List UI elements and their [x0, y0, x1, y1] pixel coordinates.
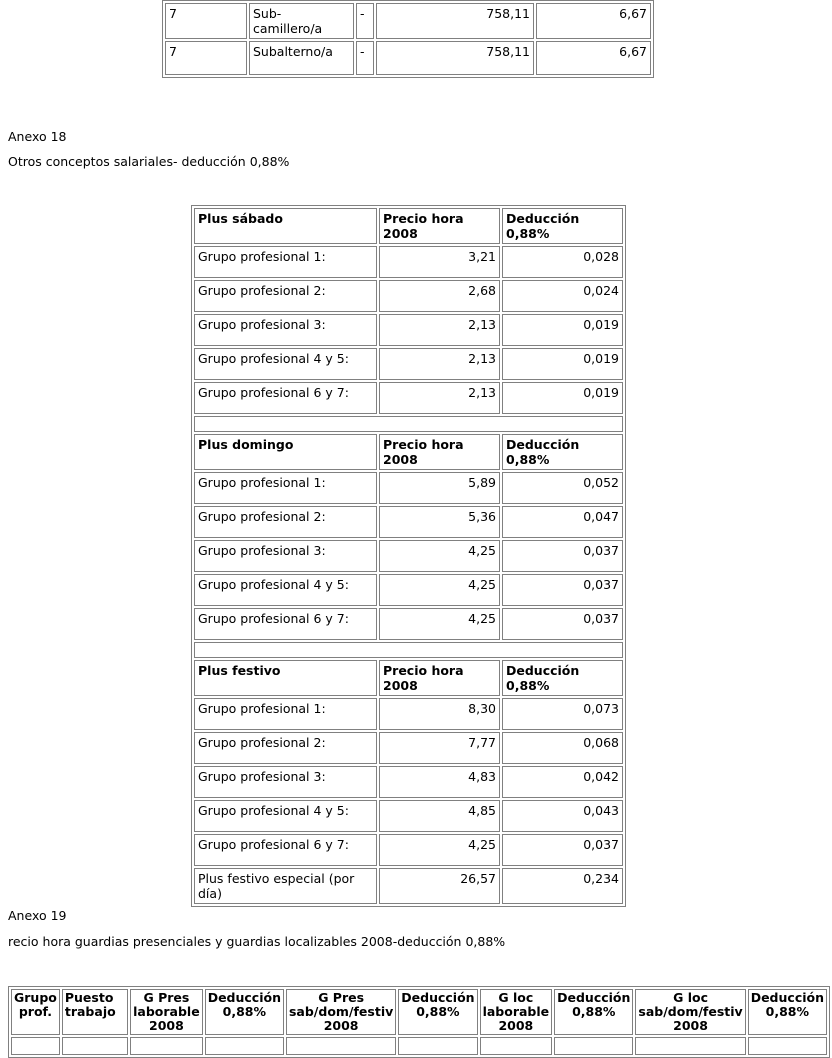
table-cell: [398, 1037, 477, 1055]
table-cell: [635, 1037, 745, 1055]
grupo-label: Grupo profesional 3:: [194, 314, 377, 346]
precio-cell: 2,13: [379, 382, 500, 414]
precio-cell: 2,13: [379, 314, 500, 346]
table-row: [194, 800, 623, 832]
table-row: [194, 314, 623, 346]
col-header-gpres-festivo: G Pres sab/dom/festiv 2008: [286, 989, 396, 1035]
deduccion-cell: 0,073: [502, 698, 623, 730]
anexo19-title: Anexo 19: [8, 908, 67, 923]
col-header-gpres-laborable: G Pres laborable 2008: [130, 989, 203, 1035]
spacer-row: [194, 642, 623, 658]
precio-cell: 4,25: [379, 574, 500, 606]
grupo-label: Grupo profesional 6 y 7:: [194, 382, 377, 414]
table-cell: [286, 1037, 396, 1055]
precio-cell: 26,57: [379, 868, 500, 904]
plus-table: [191, 205, 626, 907]
table-cell: [480, 1037, 553, 1055]
salary-table-continuation: [162, 0, 654, 78]
col-deduccion-header: Deducción 0,88%: [502, 660, 623, 696]
table-row: [194, 608, 623, 640]
grupo-cell: 7: [165, 3, 247, 39]
table-cell: [205, 1037, 284, 1055]
table-cell: [62, 1037, 128, 1055]
table-row: [194, 834, 623, 866]
table-row: [194, 766, 623, 798]
section-header-row: [194, 208, 623, 244]
dash-cell: -: [356, 3, 374, 39]
deduccion-cell: 0,047: [502, 506, 623, 538]
puesto-cell: Sub-camillero/a: [249, 3, 354, 39]
precio-cell: 8,30: [379, 698, 500, 730]
grupo-label: Plus festivo especial (por día): [194, 868, 377, 904]
grupo-label: Grupo profesional 2:: [194, 732, 377, 764]
precio-cell: 4,25: [379, 834, 500, 866]
col-header-deduccion: Deducción 0,88%: [748, 989, 827, 1035]
grupo-label: Grupo profesional 4 y 5:: [194, 800, 377, 832]
deduccion-cell: 0,019: [502, 382, 623, 414]
guardias-table: [8, 986, 830, 1058]
anexo19-subtitle: recio hora guardias presenciales y guardias localizables 2008-deducción 0,88%: [8, 934, 506, 949]
deduccion-cell: 0,037: [502, 574, 623, 606]
precio-cell: 3,21: [379, 246, 500, 278]
col-header-gloc-laborable: G loc laborable 2008: [480, 989, 553, 1035]
table-row: [11, 1037, 827, 1055]
table-row: [194, 472, 623, 504]
col-header-gloc-festivo: G loc sab/dom/festiv 2008: [635, 989, 745, 1035]
table-row: [194, 348, 623, 380]
table-cell: [554, 1037, 633, 1055]
table-row: [194, 698, 623, 730]
col-deduccion-header: Deducción 0,88%: [502, 208, 623, 244]
precio-cell: 5,89: [379, 472, 500, 504]
section-title: Plus domingo: [194, 434, 377, 470]
section-title: Plus festivo: [194, 660, 377, 696]
dash-cell: -: [356, 41, 374, 75]
col-header-grupo: Grupo prof.: [11, 989, 60, 1035]
col-deduccion-header: Deducción 0,88%: [502, 434, 623, 470]
precio-cell: 5,36: [379, 506, 500, 538]
table-row: [194, 506, 623, 538]
table-cell: [130, 1037, 203, 1055]
deduccion-cell: 6,67: [536, 3, 651, 39]
spacer-row: [194, 416, 623, 432]
grupo-label: Grupo profesional 1:: [194, 246, 377, 278]
deduccion-cell: 6,67: [536, 41, 651, 75]
spacer-cell: [194, 416, 623, 432]
deduccion-cell: 0,068: [502, 732, 623, 764]
precio-cell: 2,13: [379, 348, 500, 380]
grupo-label: Grupo profesional 1:: [194, 472, 377, 504]
deduccion-cell: 0,037: [502, 540, 623, 572]
col-header-deduccion: Deducción 0,88%: [398, 989, 477, 1035]
spacer-cell: [194, 642, 623, 658]
table-row: [194, 382, 623, 414]
deduccion-cell: 0,019: [502, 348, 623, 380]
precio-cell: 4,83: [379, 766, 500, 798]
deduccion-cell: 0,028: [502, 246, 623, 278]
col-header-puesto: Puesto trabajo: [62, 989, 128, 1035]
importe-cell: 758,11: [376, 41, 534, 75]
deduccion-cell: 0,019: [502, 314, 623, 346]
grupo-label: Grupo profesional 4 y 5:: [194, 574, 377, 606]
col-precio-header: Precio hora 2008: [379, 434, 500, 470]
table-row: [194, 574, 623, 606]
precio-cell: 7,77: [379, 732, 500, 764]
precio-cell: 4,25: [379, 540, 500, 572]
table-row: [165, 3, 651, 39]
table-row: [194, 280, 623, 312]
col-precio-header: Precio hora 2008: [379, 660, 500, 696]
deduccion-cell: 0,024: [502, 280, 623, 312]
grupo-cell: 7: [165, 41, 247, 75]
deduccion-cell: 0,234: [502, 868, 623, 904]
table-row: [165, 41, 651, 75]
table-row: [194, 868, 623, 904]
table-cell: [748, 1037, 827, 1055]
grupo-label: Grupo profesional 3:: [194, 766, 377, 798]
col-header-deduccion: Deducción 0,88%: [554, 989, 633, 1035]
table-row: [194, 246, 623, 278]
table-cell: [11, 1037, 60, 1055]
deduccion-cell: 0,037: [502, 608, 623, 640]
section-title: Plus sábado: [194, 208, 377, 244]
section-header-row: [194, 434, 623, 470]
precio-cell: 2,68: [379, 280, 500, 312]
col-precio-header: Precio hora 2008: [379, 208, 500, 244]
deduccion-cell: 0,042: [502, 766, 623, 798]
grupo-label: Grupo profesional 2:: [194, 280, 377, 312]
grupo-label: Grupo profesional 6 y 7:: [194, 608, 377, 640]
precio-cell: 4,25: [379, 608, 500, 640]
importe-cell: 758,11: [376, 3, 534, 39]
grupo-label: Grupo profesional 3:: [194, 540, 377, 572]
section-header-row: [194, 660, 623, 696]
deduccion-cell: 0,037: [502, 834, 623, 866]
deduccion-cell: 0,052: [502, 472, 623, 504]
deduccion-cell: 0,043: [502, 800, 623, 832]
grupo-label: Grupo profesional 1:: [194, 698, 377, 730]
header-row: [11, 989, 827, 1035]
grupo-label: Grupo profesional 2:: [194, 506, 377, 538]
grupo-label: Grupo profesional 4 y 5:: [194, 348, 377, 380]
table-row: [194, 540, 623, 572]
precio-cell: 4,85: [379, 800, 500, 832]
anexo18-title: Anexo 18: [8, 129, 67, 144]
col-header-deduccion: Deducción 0,88%: [205, 989, 284, 1035]
anexo18-subtitle: Otros conceptos salariales- deducción 0,88%: [8, 154, 290, 169]
puesto-cell: Subalterno/a: [249, 41, 354, 75]
table-row: [194, 732, 623, 764]
grupo-label: Grupo profesional 6 y 7:: [194, 834, 377, 866]
